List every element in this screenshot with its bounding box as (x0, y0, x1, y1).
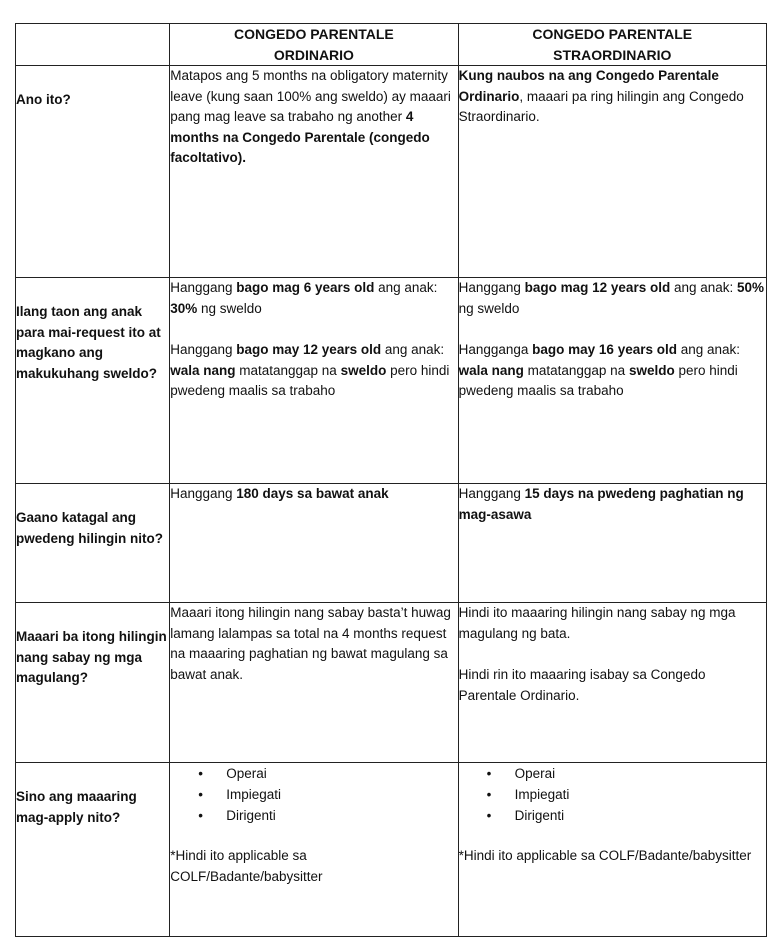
ordinario-who (170, 763, 458, 937)
table-row-age (16, 278, 767, 484)
text: pero hindi pwedeng maalis sa trabaho (170, 362, 450, 398)
header-straordinario (458, 24, 766, 66)
bold-text: 30% (170, 300, 198, 316)
question-duration: Gaano katagal ang pwedeng hilingin nito? (16, 484, 170, 603)
header-empty-cell (16, 24, 170, 66)
text: ng sweldo (197, 300, 262, 316)
list-item (198, 763, 457, 784)
paragraph: Hindi ito maaaring hilingin nang sabay ng mga magulang ng bata. (458, 605, 736, 641)
bold-text: wala nang (458, 362, 524, 378)
header-ordinario (170, 24, 458, 66)
ordinario-together (170, 603, 458, 763)
paragraph (459, 278, 766, 319)
header-straordinario-line1: CONGEDO PARENTALE (532, 26, 693, 42)
bold-text: bago mag 6 years old (236, 280, 375, 295)
question-age: Ilang taon ang anak para mai-request ito at magkano ang makukuhang sweldo? (16, 278, 170, 484)
bold-text: sweldo (628, 362, 675, 378)
text: Hanggang (458, 280, 525, 295)
bullet-icon: • (486, 787, 492, 802)
text: pero hindi pwedeng maalis sa trabaho (458, 362, 738, 398)
text: , maaari pa ring hilingin ang Congedo Straordinario. (458, 88, 744, 124)
list-item-label: Impiegati (514, 787, 570, 802)
table-row-who (16, 763, 767, 937)
text: Hanggang (170, 342, 237, 357)
comparison-table (15, 23, 767, 937)
ordinario-age (170, 278, 458, 484)
bullet-icon: • (198, 766, 203, 781)
table-row-together (16, 603, 767, 763)
bullet-list (459, 763, 766, 826)
bold-text: 15 days na pwedeng paghatian ng mag-asawa (458, 486, 744, 522)
list-item-label: Impiegati (226, 787, 281, 802)
text: Hanggang (458, 486, 525, 501)
bold-text: sweldo (340, 362, 387, 378)
bullet-icon: • (198, 787, 203, 802)
text: Hanggang (170, 486, 237, 501)
list-item (486, 784, 766, 805)
text: ang anak: (381, 342, 445, 357)
text: ng sweldo (458, 300, 520, 316)
straordinario-together (458, 603, 766, 763)
paragraph (170, 278, 457, 319)
note: *Hindi ito applicable sa COLF/Badante/babysitter (458, 848, 752, 863)
paragraph (459, 340, 766, 402)
straordinario-who (458, 763, 766, 937)
bold-text: 4 months na Congedo Parentale (congedo facoltativo). (170, 109, 430, 165)
header-ordinario-line2: ORDINARIO (273, 46, 354, 63)
list-item (486, 763, 766, 784)
bold-text: bago mag 12 years old (524, 280, 671, 295)
list-item-label: Operai (226, 766, 267, 781)
list-item (198, 784, 457, 805)
bullet-icon: • (486, 808, 492, 823)
bullet-icon: • (486, 766, 492, 781)
list-item-label: Operai (514, 766, 556, 781)
text: Hangganga (458, 342, 533, 357)
text: Matapos ang 5 months na obligatory maternity leave (kung saan 100% ang sweldo) ay maaari pang mag leave sa trabaho ng another (170, 68, 451, 124)
list-item-label: Dirigenti (226, 808, 276, 823)
list-item (486, 805, 766, 826)
list-item-label: Dirigenti (514, 808, 565, 823)
text: Hanggang (170, 280, 237, 295)
question-who: Sino ang maaaring mag-apply nito? (16, 763, 170, 937)
straordinario-duration (458, 484, 766, 603)
note: *Hindi ito applicable sa COLF/Badante/babysitter (170, 848, 323, 884)
list-item (198, 805, 457, 826)
question-together: Maaari ba itong hilingin nang sabay ng mga magulang? (16, 603, 170, 763)
header-straordinario-line2: STRAORDINARIO (553, 46, 672, 63)
straordinario-what (458, 66, 766, 278)
text: ang anak: (676, 342, 741, 357)
bold-text: bago may 16 years old (532, 342, 677, 357)
bold-text: Kung naubos na ang Congedo Parentale Ordinario (458, 68, 719, 104)
bullet-icon: • (198, 808, 203, 823)
bold-text: wala nang (170, 362, 236, 378)
text: matatanggap na (235, 362, 341, 378)
paragraph: Maaari itong hilingin nang sabay basta’t huwag lamang lalampas sa total na 4 months request na maaaring paghatian ng bawat magulang sa bawat anak. (170, 605, 451, 682)
paragraph (170, 340, 457, 402)
bold-text: 50% (737, 280, 765, 295)
bold-text: bago may 12 years old (236, 342, 382, 357)
text: matatanggap na (523, 362, 629, 378)
bullet-list (170, 763, 457, 826)
bold-text: 180 days sa bawat anak (236, 486, 389, 501)
ordinario-what (170, 66, 458, 278)
table-row-what (16, 66, 767, 278)
straordinario-age (458, 278, 766, 484)
paragraph: Hindi rin ito maaaring isabay sa Congedo Parentale Ordinario. (458, 667, 706, 703)
header-row (16, 24, 767, 66)
question-what: Ano ito? (16, 66, 170, 278)
header-ordinario-line1: CONGEDO PARENTALE (234, 26, 394, 42)
text: ang anak: (374, 280, 438, 295)
text: ang anak: (670, 280, 738, 295)
ordinario-duration (170, 484, 458, 603)
table-row-duration (16, 484, 767, 603)
